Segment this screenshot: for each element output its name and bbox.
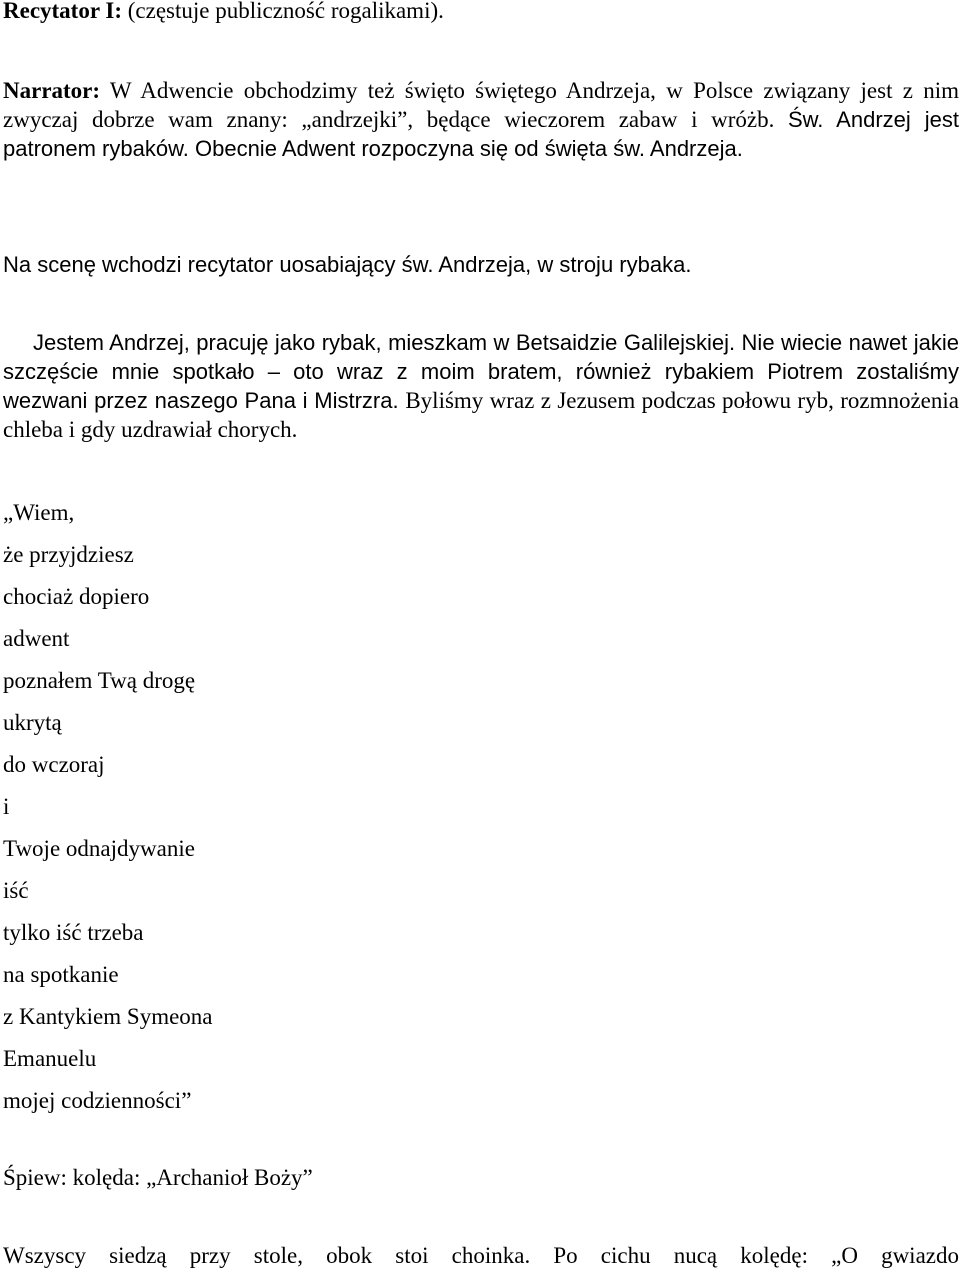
poem-line: tylko iść trzeba xyxy=(3,920,144,945)
narrator-text-serif: W Adwencie obchodzimy też święto świętego Andrzeja, w Polsce związany jest z nim zwyczaj dobrze wam znany: „andrzejki”, będące wieczorem zabaw i wróżb. xyxy=(3,78,959,132)
poem-line: z Kantykiem Symeona xyxy=(3,1004,213,1029)
recitator-text: (częstuje publiczność rogalikami). xyxy=(122,0,444,23)
andrew-speech xyxy=(3,328,959,444)
poem-line: poznałem Twą drogę xyxy=(3,668,196,693)
recitator-speaker: Recytator I: xyxy=(3,0,122,23)
stage-direction: Na scenę wchodzi recytator uosabiający św. Andrzeja, w stroju rybaka. xyxy=(3,252,692,277)
poem-line: iść xyxy=(3,878,29,903)
andrew-speech-sans: Jestem Andrzej, pracuję jako rybak, mieszkam w Betsaidzie Galilejskiej. Nie wiecie nawet jakie szczęście mnie spotkało – oto wraz z moim bratem, również rybakiem Piotrem zostaliśmy wezwani przez naszego Pana i Mistrzra. xyxy=(3,330,959,413)
narrator-speaker: Narrator: xyxy=(3,78,101,103)
poem-line: Twoje odnajdywanie xyxy=(3,836,195,861)
song-line: Śpiew: kolęda: „Archanioł Boży” xyxy=(3,1165,313,1190)
poem-line: i xyxy=(3,794,10,819)
poem-line: adwent xyxy=(3,626,70,651)
poem-line: „Wiem, xyxy=(3,500,75,525)
andrew-speech-serif: Byliśmy wraz z Jezusem podczas połowu ryb, rozmnożenia chleba i gdy uzdrawiał chorych. xyxy=(3,388,959,442)
poem-line: że przyjdziesz xyxy=(3,542,134,567)
poem-line: chociaż dopiero xyxy=(3,584,150,609)
final-stage-direction: Wszyscy siedzą przy stole, obok stoi choinka. Po cichu nucą kolędę: „O gwiazdo xyxy=(3,1243,959,1268)
poem xyxy=(3,497,603,1127)
poem-line: na spotkanie xyxy=(3,962,119,987)
narrator-text-sans: Św. Andrzej jest patronem rybaków. Obecnie Adwent rozpoczyna się od święta św. Andrzeja. xyxy=(3,107,959,161)
recitator-line xyxy=(3,0,959,25)
poem-line: Emanuelu xyxy=(3,1046,97,1071)
poem-line: mojej codzienności” xyxy=(3,1088,192,1113)
poem-line: ukrytą xyxy=(3,710,62,735)
poem-line: do wczoraj xyxy=(3,752,105,777)
narrator-paragraph xyxy=(3,76,959,163)
